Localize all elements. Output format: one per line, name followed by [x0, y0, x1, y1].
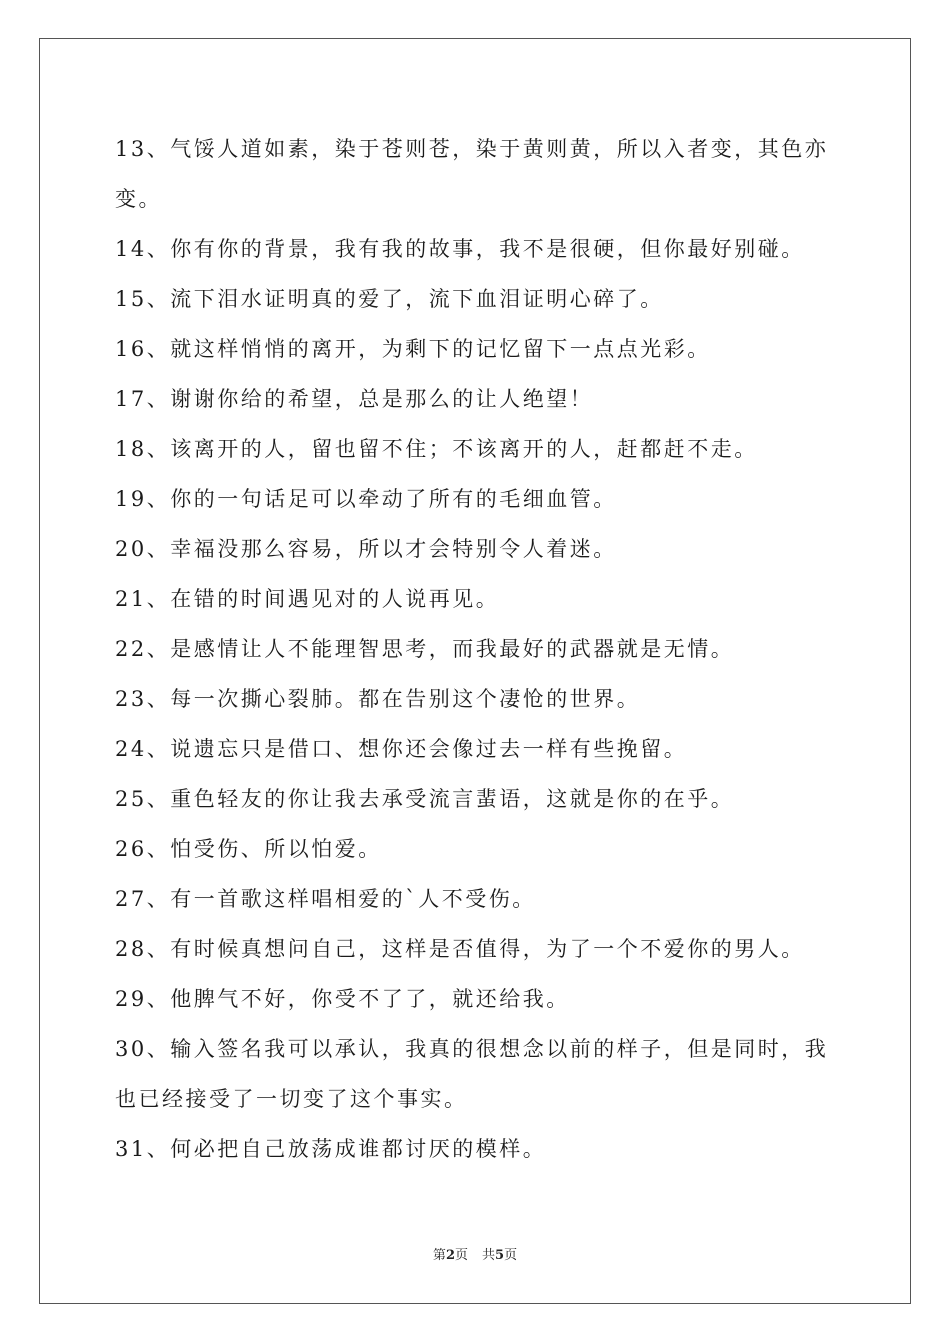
- text-line: 13、气馁人道如素，染于苍则苍，染于黄则黄，所以入者变，其色亦: [115, 137, 829, 161]
- text-line: 23、每一次撕心裂肺。都在告别这个凄怆的世界。: [115, 687, 641, 711]
- page-prefix: 第: [432, 1248, 446, 1263]
- total-page-number: 5: [495, 1248, 505, 1263]
- text-line: 也已经接受了一切变了这个事实。: [115, 1087, 468, 1111]
- page-footer: [0, 1246, 950, 1266]
- document-body: [115, 124, 835, 1174]
- total-prefix: 共: [482, 1248, 496, 1263]
- text-line: 17、谢谢你给的希望，总是那么的让人绝望！: [115, 387, 594, 411]
- current-page-number: 2: [445, 1248, 455, 1263]
- text-line: 16、就这样悄悄的离开，为剩下的记忆留下一点点光彩。: [115, 337, 711, 361]
- text-line: 27、有一首歌这样唱相爱的`人不受伤。: [115, 887, 536, 911]
- text-line: 18、该离开的人，留也留不住；不该离开的人，赶都赶不走。: [115, 437, 758, 461]
- text-line: 21、在错的时间遇见对的人说再见。: [115, 587, 500, 611]
- text-line: 31、何必把自己放荡成谁都讨厌的模样。: [115, 1137, 547, 1161]
- page-suffix: 页: [454, 1248, 468, 1263]
- text-line: 24、说遗忘只是借口、想你还会像过去一样有些挽留。: [115, 737, 688, 761]
- text-line: 14、你有你的背景，我有我的故事，我不是很硬，但你最好别碰。: [115, 237, 805, 261]
- text-line: 30、输入签名我可以承认，我真的很想念以前的样子，但是同时，我: [115, 1037, 829, 1061]
- text-line: 29、他脾气不好，你受不了了，就还给我。: [115, 987, 570, 1011]
- text-line: 20、幸福没那么容易，所以才会特别令人着迷。: [115, 537, 617, 561]
- text-line: 28、有时候真想问自己，这样是否值得，为了一个不爱你的男人。: [115, 937, 805, 961]
- text-line: 22、是感情让人不能理智思考，而我最好的武器就是无情。: [115, 637, 735, 661]
- text-line: 19、你的一句话足可以牵动了所有的毛细血管。: [115, 487, 617, 511]
- text-line: 15、流下泪水证明真的爱了，流下血泪证明心碎了。: [115, 287, 664, 311]
- text-line: 变。: [115, 187, 162, 211]
- text-line: 26、怕受伤、所以怕爱。: [115, 837, 382, 861]
- total-suffix: 页: [504, 1248, 518, 1263]
- text-line: 25、重色轻友的你让我去承受流言蜚语，这就是你的在乎。: [115, 787, 735, 811]
